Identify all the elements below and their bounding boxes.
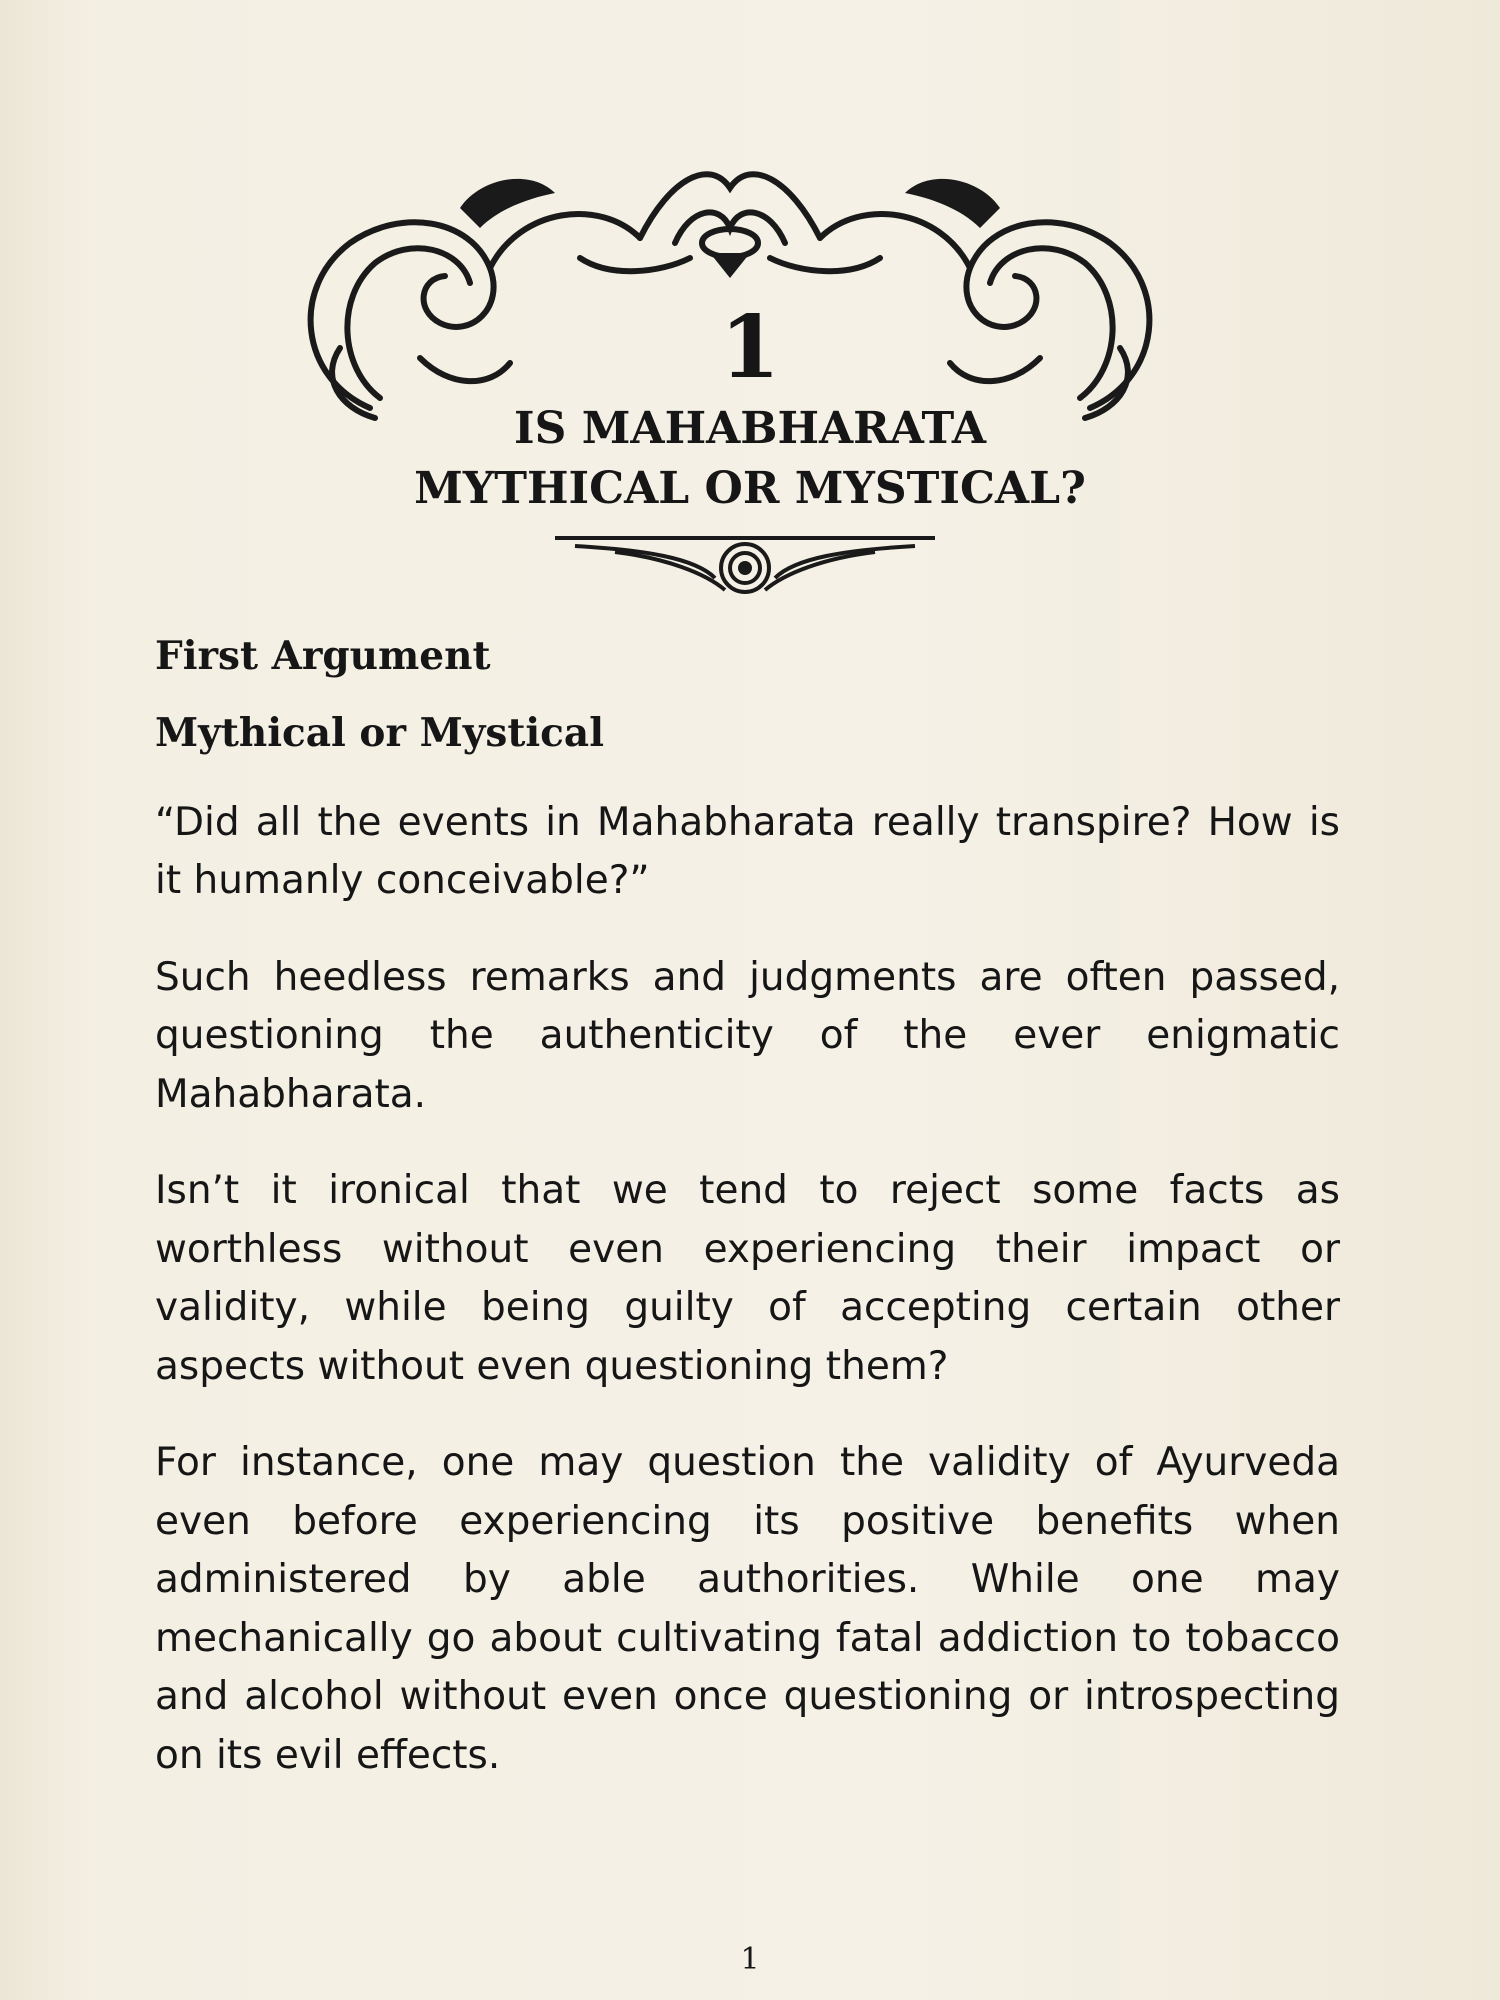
paragraph-2: Such heedless remarks and judgments are often passed, questioning the authenticity of the ever enigmatic Mahabharata. bbox=[155, 954, 1340, 1117]
section-heading-first-argument: First Argument bbox=[155, 633, 491, 679]
chapter-body bbox=[155, 632, 1340, 1823]
page-number: 1 bbox=[740, 1942, 760, 1977]
chapter-title-line1: IS MAHABHARATA bbox=[514, 403, 986, 454]
paragraph-3: Isn’t it ironical that we tend to reject some facts as worthless without even experiencing their impact or validity, while being guilty of accepting certain other aspects without even questioning them? bbox=[155, 1168, 1340, 1389]
section-heading-mythical-or-mystical: Mythical or Mystical bbox=[155, 709, 605, 756]
divider-ornament bbox=[555, 528, 935, 600]
paragraph-4: For instance, one may question the validity of Ayurveda even before experiencing its positive benefits when administered by able authorities. While one may mechanically go about cultivating fatal addiction to tobacco and alcohol without even once questioning or introspecting on its evil effects. bbox=[155, 1440, 1340, 1778]
chapter-number: 1 bbox=[720, 297, 780, 398]
chapter-title-line2: MYTHICAL OR MYSTICAL? bbox=[414, 463, 1086, 514]
paragraph-1: “Did all the events in Mahabharata really transpire? How is it humanly conceivable?” bbox=[155, 799, 1340, 903]
